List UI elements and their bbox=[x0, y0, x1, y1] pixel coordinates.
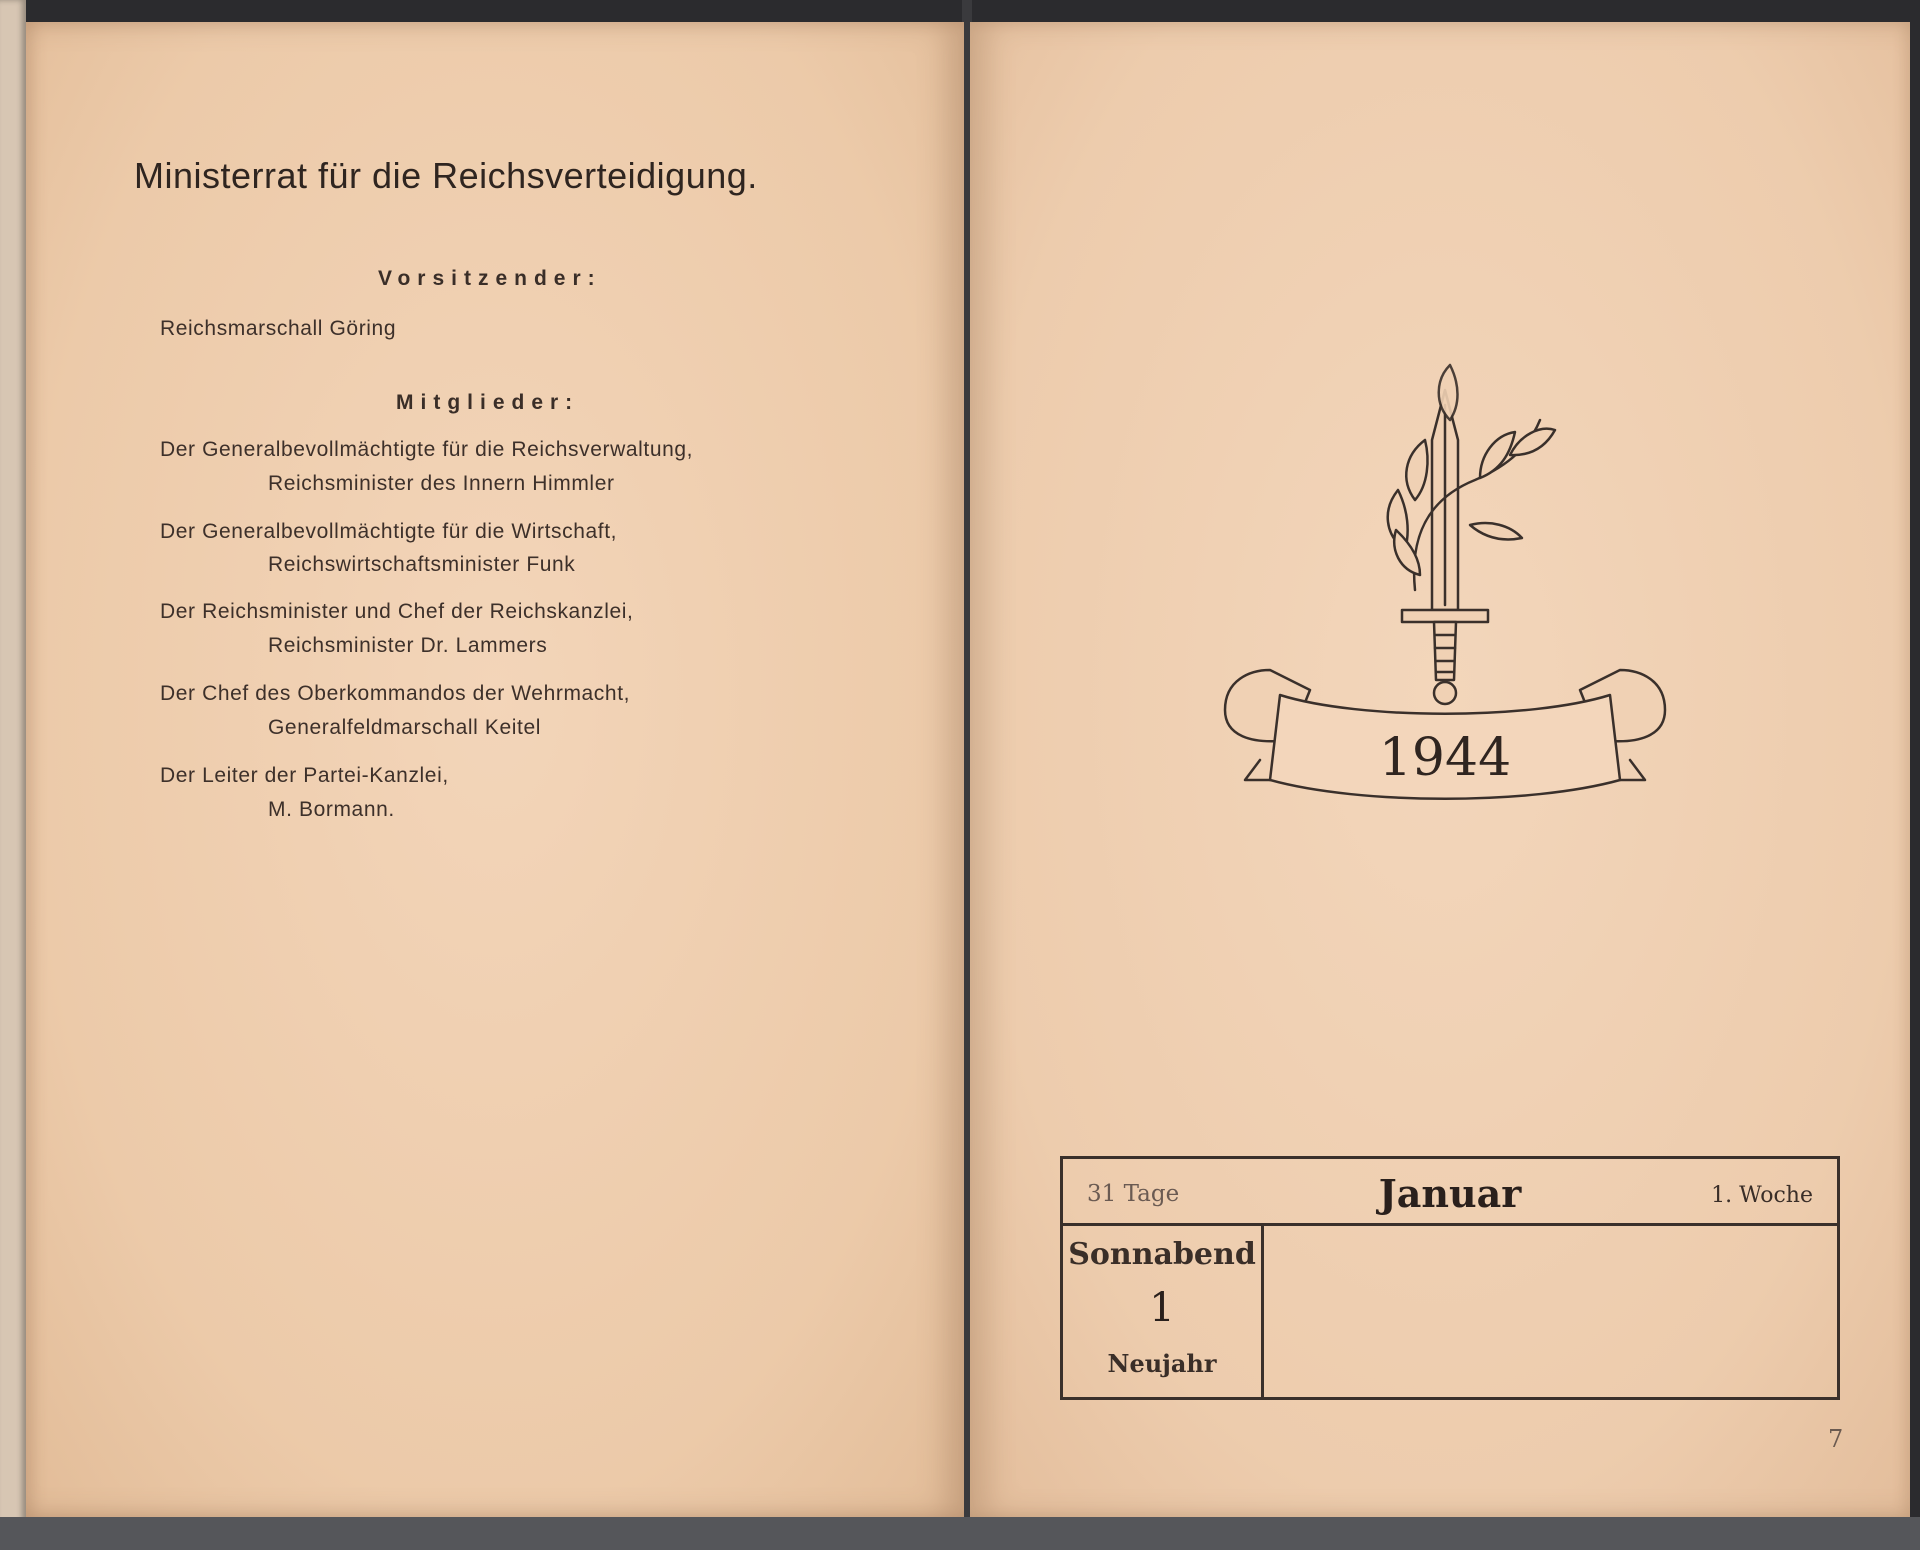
page-title: Ministerrat für die Reichsverteidigung. bbox=[134, 155, 758, 196]
book-cover-bottom bbox=[0, 1517, 1920, 1550]
member-role: Der Leiter der Partei-Kanzlei, bbox=[160, 764, 449, 787]
members-heading: Mitglieder: bbox=[396, 391, 580, 414]
member-name: Reichsminister des Innern Himmler bbox=[268, 472, 615, 495]
month-name: Januar bbox=[1378, 1171, 1522, 1216]
book-cover-edge bbox=[0, 0, 26, 1550]
holiday-name: Neujahr bbox=[1107, 1349, 1217, 1378]
calendar-header bbox=[1063, 1159, 1837, 1226]
calendar-day-box bbox=[1060, 1156, 1840, 1400]
member-name: Reichswirtschaftsminister Funk bbox=[268, 553, 576, 576]
member-name: Generalfeldmarschall Keitel bbox=[268, 716, 541, 739]
member-name: Reichsminister Dr. Lammers bbox=[268, 634, 548, 657]
member-role: Der Generalbevollmächtigte für die Reichsverwaltung, bbox=[160, 438, 694, 461]
emblem-year: 1944 bbox=[1378, 728, 1512, 788]
member-role: Der Reichsminister und Chef der Reichskanzlei, bbox=[160, 600, 634, 623]
chairman-heading: Vorsitzender: bbox=[378, 267, 602, 290]
weekday: Sonnabend bbox=[1068, 1237, 1256, 1272]
days-in-month: 31 Tage bbox=[1087, 1181, 1180, 1207]
page-number: 7 bbox=[1828, 1425, 1844, 1453]
member-role: Der Chef des Oberkommandos der Wehrmacht, bbox=[160, 682, 631, 705]
week-number: 1. Woche bbox=[1711, 1183, 1813, 1208]
member-role: Der Generalbevollmächtigte für die Wirtschaft, bbox=[160, 520, 618, 543]
sword-laurel-banner-icon bbox=[1210, 360, 1680, 830]
chairman-name: Reichsmarschall Göring bbox=[160, 317, 397, 340]
member-name: M. Bormann. bbox=[268, 798, 395, 821]
day-cell bbox=[1063, 1223, 1264, 1397]
notes-area[interactable] bbox=[1261, 1223, 1837, 1397]
day-number: 1 bbox=[1149, 1285, 1175, 1331]
